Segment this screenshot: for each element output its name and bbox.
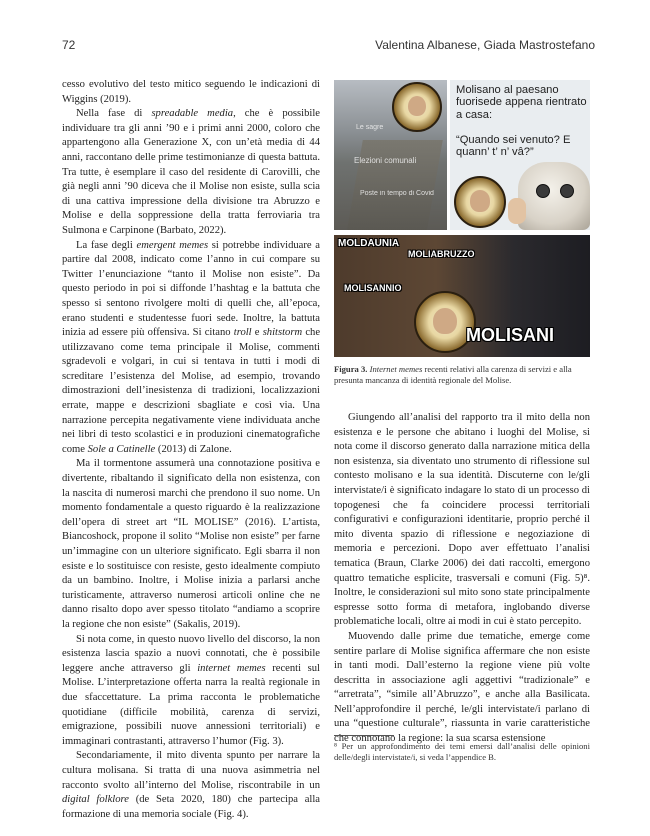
paragraph: Si nota come, in questo nuovo livello del discorso, la non esistenza lascia spazio a nuovi connotati, che è possibile leggere anche attraverso gli internet memes recenti sul Molise. L’interpretazione offerta narra la realtà regionale in due sfaccettature. La prima racconta le problematiche quotidiane (difficile mobilità, carenza di servizi, emigrazione, possibili nuove annessioni territoriali) e immaginari contrastanti, attraverso l’humor (Fig. 3). <box>62 633 320 747</box>
paragraph: Giungendo all’analisi del rapporto tra il mito della non esistenza e le persone che abitano i luoghi del Molise, si nota come il discorso generato dalla narrazione mitica della non esistenza, sia diventato uno strumento di riflessione sul contesto molisano e la sua identità. Discuterne con le/gli intervistate/i è significato indagare lo stato di un processo di topogenesi che fa coincidere processi territoriali configurativi e configurazioni identitarie, proprio perché il mito diventa spazio di riflessione e negoziazione di memoria e percezioni. Dopo aver effettuato l’analisi tematica (Braun, Clarke 2006) dei dati raccolti, emergono quattro tematiche esplicite, trasversali e comuni (Fig. 5)⁸. Inoltre, le considerazioni sul mito sono state principalmente espresse sotto forma di metafora, inglobando diverse problematiche locali, oltre ai modi in cui è stato percepito. <box>334 412 590 628</box>
page-number: 72 <box>62 38 76 52</box>
meme-quote: “Quando sei venuto? E quann’ t’ n’ vâ?” <box>456 134 571 159</box>
paragraph: cesso evolutivo del testo mitico seguendo le indicazioni di Wiggins (2019). <box>62 79 320 105</box>
pope-seal-image <box>392 82 442 132</box>
running-header-authors: Valentina Albanese, Giada Mastrostefano <box>375 38 595 52</box>
pope-seal-image <box>454 176 506 228</box>
thumbs-up-image <box>508 198 526 224</box>
meme-slap <box>334 235 590 357</box>
meme-photo-village-road <box>334 80 447 230</box>
left-column <box>62 78 320 822</box>
cat-image <box>518 162 590 230</box>
right-column <box>334 411 590 747</box>
meme-crying-cat <box>450 80 590 230</box>
photo-caption: Poste in tempo di Covid <box>360 190 434 197</box>
footnote-rule <box>334 735 394 736</box>
photo-caption: Le sagre <box>356 124 384 131</box>
paragraph: Ma il tormentone assumerà una connotazione positiva e divertente, ribaltando il significato della non esistenza, con la nascita di numerosi marchi che prendono il suo nome. Un momento fondamentale a questo riguardo è la realizzazione dell’opera di street art “IL MOLISE” (2016). L’artista, Biancoshock, propone il solito “Molise non esiste” per farne un’immagine con un ulteriore significato. Egli sbarra il non esiste e lo sostituisce con resiste, gesto idealmente compiuto da un bambino. Inoltre, i Molise inizia a parlarsi anche turisticamente, attraverso numerosi articoli online che ne danno risalto dopo aver spesso titolato “andiamo a scoprire la regione che non esiste” (Sakalis, 2019). <box>62 458 320 630</box>
photo-caption: Elezioni comunali <box>354 156 417 165</box>
paragraph: Nella fase di spreadable media, che è possibile individuare tra gli anni ’90 e i primi anni 2000, coloro che appartengono alla Generazione X, con un’età media di 44 anni, raccontano delle prime testimonianze di questa battuta. Tra tutte, è esemplare il caso del residente di Carovilli, che già negli anni ’90 diceva che il Molise non esiste, sulla scia di una cattiva impressione della divisione tra Abruzzo e Molise e della soppressione della tratta ferroviaria tra Sulmona e Carpinone (Barbato, 2022). <box>62 108 320 236</box>
figure-caption: Figura 3. Internet memes recenti relativi alla carenza di servizi e alla presunta mancanza di identità regionale del Molise. <box>334 364 572 385</box>
meme-text: Molisano al paesano fuorisede appena rientrato a casa: <box>456 84 587 121</box>
paragraph: Muovendo dalle prime due tematiche, emerge come sentire parlare di Molise significa affermare che non esiste in tanti modi. Dall’esterno la regione viene più volte descritta in associazione agli aggettivi “tradizionale” e “arretrata”, “simile all’Abruzzo”, e anche alla Basilicata. Nell’approfondire il perché, le/gli intervistate/i parlano di una “questione culturale”, riassunta in varie caratteristiche che connotano la regione: la sua scarsa estensione <box>334 630 590 745</box>
meme-label: MOLIABRUZZO <box>408 249 475 259</box>
road-image <box>345 140 443 230</box>
paragraph: La fase degli emergent memes si potrebbe individuare a partire dal 2008, indicato come l’anno in cui compare su Twitter l’enunciazione “tanto il Molise non esiste”. Da questo periodo in poi si diffonde l’hashtag e la battuta che spesso si sentono rivolgere molti di quelli che, all’epoca, erano studenti e studentesse fuori sede. Inoltre, la battuta inizia ad essere più offensiva. Si citano troll e shitstorm che utilizzavano come tema principale il Molise, commenti sgradevoli e volgari, in cui si tentava in tutti i modi di screditare l’esistenza del Molise, ad esempio, trovando dimostrazioni dell’inesistenza di tradizioni, localizzazioni errate, mappe e descrizioni sbagliate e così via. Una narrazione percepita negativamente viene individuata anche nei libri di testo scolastici e in produzioni cinematografiche come Sole a Catinelle (2013) di Zalone. <box>62 239 321 455</box>
footnote: ⁸ Per un approfondimento dei temi emersi dall’analisi delle opinioni delle/degli intervistate/i, si veda l’appendice B. <box>334 741 590 762</box>
meme-label: MOLISANNIO <box>344 283 402 293</box>
meme-label: MOLISANI <box>466 325 554 345</box>
paragraph: Secondariamente, il mito diventa spunto per narrare la cultura molisana. Si tratta di una nuova asimmetria nel racconto svolto all’interno del Molise, riscontrabile in un digital folklore (de Seta 2020, 180) che partecipa alla formazione di una memoria sociale (Fig. 4). <box>62 750 320 820</box>
meme-label: MOLDAUNIA <box>338 238 400 249</box>
